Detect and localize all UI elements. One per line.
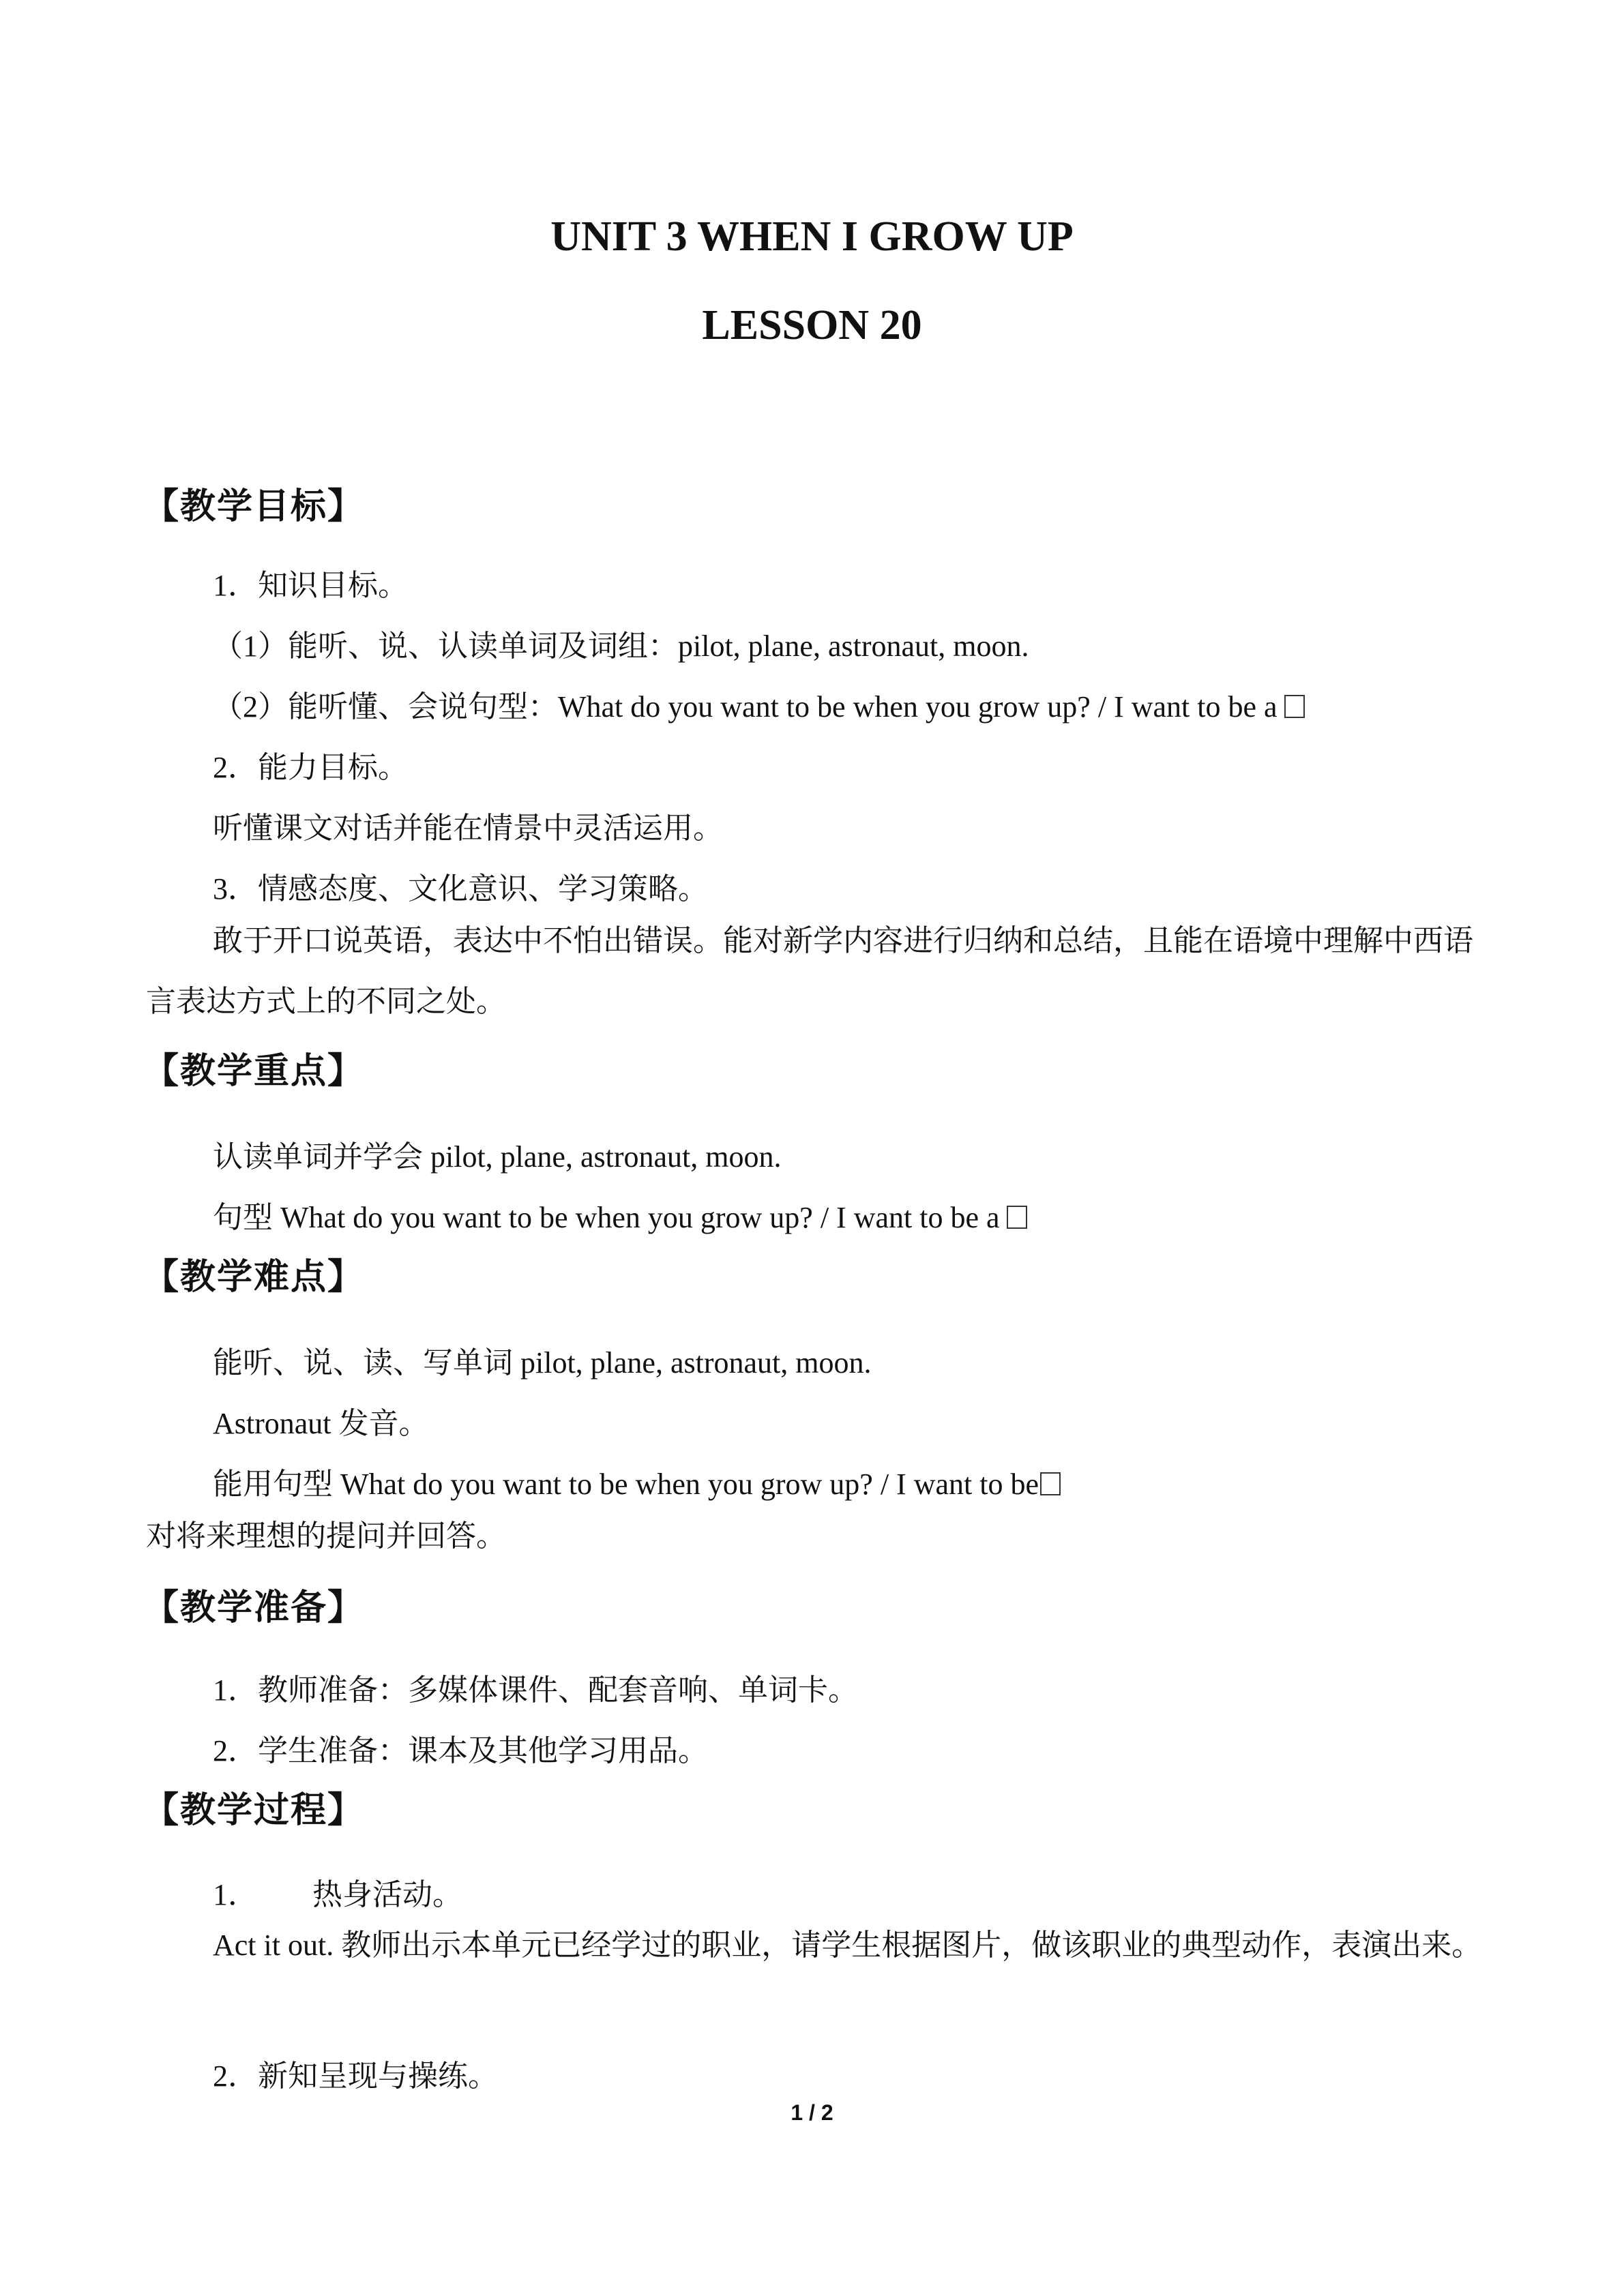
objective-emotion: 3．情感态度、文化意识、学习策略。: [213, 872, 708, 906]
blank-box: [1040, 1472, 1061, 1495]
document-title: UNIT 3 WHEN I GROW UP: [550, 213, 1074, 260]
difficulty-3-text-a: 能用句型 What do you want to be when you grow up? / I want to be: [213, 1467, 1039, 1501]
difficulty-3-text-b: 对将来理想的提问并回答。: [146, 1519, 506, 1553]
objective-ability: 2．能力目标。: [213, 751, 408, 784]
preparation-teacher: 1．教师准备：多媒体课件、配套音响、单词卡。: [213, 1673, 858, 1707]
key-point-1: 认读单词并学会 pilot, plane, astronaut, moon.: [213, 1140, 782, 1174]
objective-knowledge-2: [213, 682, 1305, 726]
objective-knowledge-1: （1）能听、说、认读单词及词组：pilot, plane, astronaut, moon.: [213, 629, 1029, 663]
key-point-2-text: 句型 What do you want to be when you grow up? / I want to be a: [213, 1201, 1000, 1234]
difficulty-1: 能听、说、读、写单词 pilot, plane, astronaut, moon.: [213, 1346, 872, 1380]
objective-knowledge-2-text: （2）能听懂、会说句型：What do you want to be when you grow up? / I want to be a: [213, 690, 1278, 724]
section-heading-objectives: 【教学目标】: [143, 486, 365, 527]
preparation-student: 2．学生准备：课本及其他学习用品。: [213, 1734, 708, 1768]
blank-box: [1284, 695, 1305, 718]
process-step-1-text: Act it out. 教师出示本单元已经学过的职业，请学生根据图片，做该职业的典型动作，表演出来。: [213, 1928, 1482, 1962]
page-number: 1 / 2: [791, 2100, 833, 2125]
section-heading-key-points: 【教学重点】: [143, 1051, 365, 1092]
key-point-2: [213, 1193, 1027, 1236]
objective-knowledge: 1．知识目标。: [213, 569, 408, 602]
section-heading-difficulties: 【教学难点】: [143, 1257, 365, 1298]
difficulty-3: [213, 1459, 1062, 1503]
objective-emotion-text: 敢于开口说英语，表达中不怕出错误。能对新学内容进行归纳和总结，且能在语境中理解中西语言表达方式上的不同之处。: [146, 924, 1473, 1018]
difficulty-2: Astronaut 发音。: [213, 1407, 429, 1440]
process-step-1-label: 热身活动。: [312, 1878, 462, 1911]
section-heading-preparation: 【教学准备】: [143, 1587, 365, 1628]
process-step-1: [213, 1870, 462, 1913]
lesson-title: LESSON 20: [702, 302, 922, 348]
process-step-2: 2．新知呈现与操练。: [213, 2059, 498, 2093]
section-heading-process: 【教学过程】: [143, 1790, 365, 1831]
blank-box: [1007, 1206, 1027, 1229]
process-step-1-number: 1．: [213, 1878, 258, 1911]
objective-ability-text: 听懂课文对话并能在情景中灵活运用。: [213, 811, 723, 845]
